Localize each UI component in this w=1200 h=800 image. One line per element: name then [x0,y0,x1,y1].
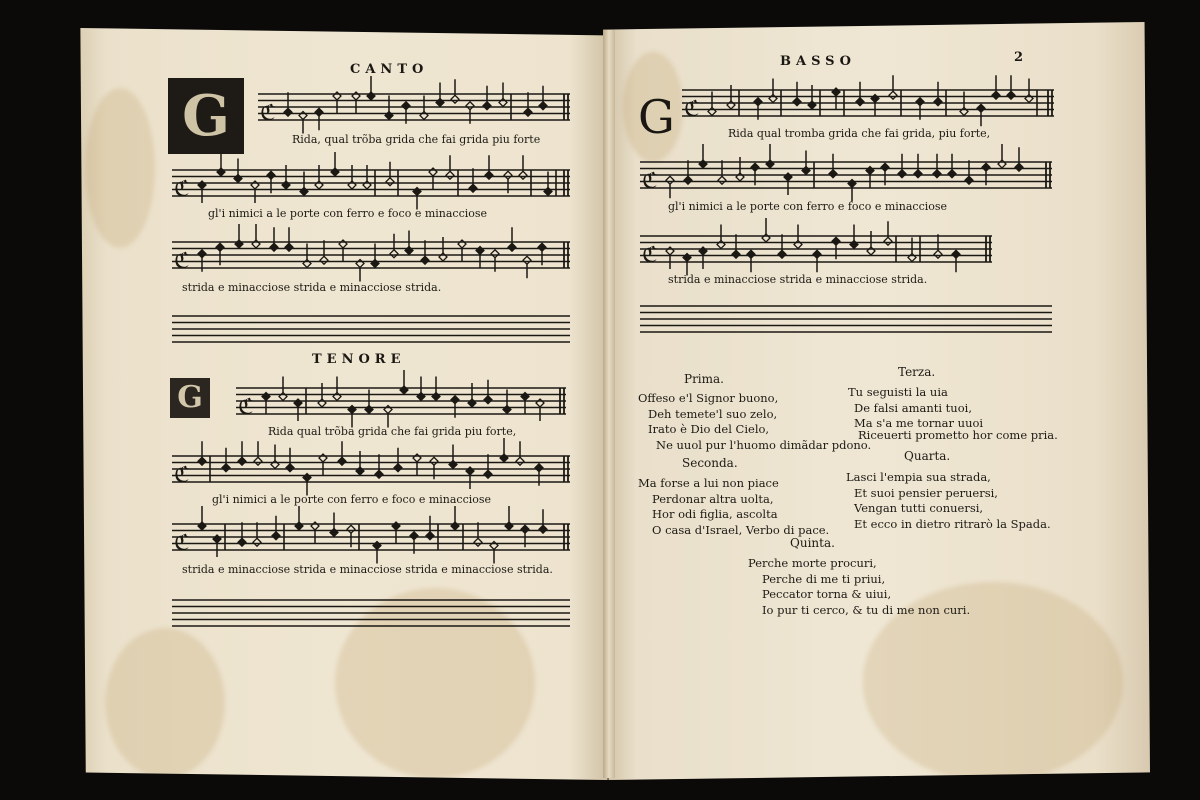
tenore-title: TENORE [312,352,406,367]
note-head [352,92,360,100]
verse-line: Ma forse a lui non piace [638,476,779,490]
verse-line: O casa d'Israel, Verbo di pace. [652,522,830,537]
note-head [216,243,224,251]
note-head [832,237,840,245]
verse-line: Irato è Dio del Cielo, [648,422,770,436]
stanza-seconda-title: Seconda. [682,456,738,470]
note-head [998,160,1006,168]
note-head [285,243,293,251]
staff-drawing [236,378,566,426]
note-head [736,173,744,181]
verse-line: Et ecco in dietro ritrarò la Spada. [854,516,1051,531]
note-head [762,234,770,242]
staff-drawing [172,514,570,562]
note-head [666,176,674,184]
note-head [519,171,527,179]
note-head [727,101,735,109]
note-head [754,98,762,106]
note-head [884,237,892,245]
note-head [410,532,418,540]
note-head [282,181,290,189]
note-head [267,171,275,179]
note-head [390,250,398,258]
note-head [469,184,477,192]
note-head [198,457,206,465]
note-head [458,240,466,248]
note-head [867,247,875,255]
note-head [385,112,393,120]
book-gutter [603,30,615,778]
canto-lyric-1: Rida, qual trõba grida che fai grida piu forte [292,133,541,146]
note-head [948,170,956,178]
note-head [484,396,492,404]
note-head [699,160,707,168]
verse-line: De falsi amanti tuoi, [854,400,972,415]
note-head [539,102,547,110]
verse-line: Et suoi pensier peruersi, [854,485,998,500]
note-head [898,170,906,178]
note-head [934,250,942,258]
stanza-terza-title: Terza. [898,365,936,379]
note-head [315,181,323,189]
note-head [451,396,459,404]
basso-lyric-2: gl'i nimici a le porte con ferro e foco e minacciose [668,200,948,213]
note-head [238,538,246,546]
note-head [992,91,1000,99]
note-head [299,112,307,120]
staff-drawing [640,226,992,274]
basso-initial-G: G [638,90,675,144]
note-head [914,170,922,178]
note-head [484,470,492,478]
note-head [544,188,552,196]
note-head [272,532,280,540]
note-head [413,188,421,196]
note-head [198,250,206,258]
note-head [466,102,474,110]
note-head [429,168,437,176]
staff-drawing [172,306,570,354]
note-head [508,243,516,251]
verse-line: Offeso e'l Signor buono, [638,391,779,405]
note-head [813,250,821,258]
note-head [235,240,243,248]
verse-line: Perche morte procuri, [748,556,877,570]
note-head [234,175,242,183]
note-head [666,247,674,255]
tenore-initial-G: G [170,378,210,418]
verse-line: Peccator torna & uiui, [762,587,892,601]
verse-line: Io pur ti cerco, & tu di me non curi. [762,602,971,617]
canto-lyric-2: gl'i nimici a le porte con ferro e foco e minacciose [208,207,488,220]
note-head [699,247,707,255]
note-head [523,256,531,264]
note-head [889,91,897,99]
note-head [1025,95,1033,103]
note-head [451,95,459,103]
note-head [778,250,786,258]
stanza-seconda [638,476,829,538]
verse-line: Vengan tutti conuersi, [854,501,984,515]
staff-drawing [682,80,1054,128]
stanza-prima [638,391,871,453]
basso-lyric-3: strida e minacciose strida e minacciose strida. [668,273,928,286]
note-head [483,102,491,110]
clef-symbol: ℭ [174,463,190,488]
note-head [732,250,740,258]
note-head [539,525,547,533]
stanza-quarta [846,470,1051,532]
note-head [446,171,454,179]
note-head [363,181,371,189]
note-head [829,170,837,178]
canto-lyric-3: strida e minacciose strida e minacciose strida. [182,281,442,294]
note-head [977,104,985,112]
note-head [856,98,864,106]
stanza-terza [848,385,983,432]
note-head [1015,163,1023,171]
verse-line: Ne uuol pur l'huomo dimãdar pdono. [656,437,872,452]
note-head [333,92,341,100]
note-head [982,163,990,171]
note-head [960,108,968,116]
note-head [717,241,725,249]
note-head [436,99,444,107]
clef-symbol: ℭ [260,101,276,126]
note-head [386,178,394,186]
note-head [420,112,428,120]
verse-line: Perche di me ti priui, [762,571,886,586]
note-head [485,171,493,179]
note-head [320,256,328,264]
note-head [338,457,346,465]
note-head [683,254,691,262]
note-head [339,240,347,248]
note-head [718,176,726,184]
note-head [348,181,356,189]
note-head [769,95,777,103]
note-head [421,256,429,264]
note-head [315,108,323,116]
verse-line: Tu seguisti la uia [848,385,948,399]
note-head [850,241,858,249]
note-head [504,171,512,179]
note-head [474,538,482,546]
stanza-quinta [748,556,970,618]
note-head [1007,91,1015,99]
tenore-lyric-2: gl'i nimici a le porte con ferro e foco e minacciose [212,493,492,506]
note-head [808,101,816,109]
note-head [708,108,716,116]
basso-lyric-1: Rida qual tromba grida che fai grida, piu forte, [728,127,991,140]
verse-line: Ma s'a me tornar uuoi [854,416,984,430]
staff-drawing [172,590,570,638]
canto-initial-G: G [168,78,244,154]
note-head [965,176,973,184]
note-head [252,240,260,248]
note-head [908,254,916,262]
note-head [784,173,792,181]
note-head [848,180,856,188]
note-head [217,168,225,176]
verse-line: Hor odi figlia, ascolta [652,507,778,521]
note-head [751,163,759,171]
note-head [521,525,529,533]
basso-title: BASSO [780,54,856,69]
note-head [933,170,941,178]
staff-drawing [640,152,1052,200]
verse-line: Lasci l'empia sua strada, [846,470,991,484]
tenore-lyric-1: Rida qual trõba grida che fai grida piu forte, [268,425,517,438]
clef-symbol: ℭ [174,531,190,556]
note-head [270,243,278,251]
note-head [405,247,413,255]
verse-line: Deh temete'l suo zelo, [648,406,778,421]
note-head [794,241,802,249]
note-head [866,167,874,175]
note-head [402,102,410,110]
verse-line: Perdonar altra uolta, [652,491,774,506]
staff-drawing [640,296,1052,344]
note-head [426,532,434,540]
note-head [538,243,546,251]
clef-symbol: ℭ [642,243,658,268]
stanza-quarta-title: Quarta. [904,449,951,463]
note-head [793,98,801,106]
note-head [871,95,879,103]
clef-symbol: ℭ [238,395,254,420]
note-head [251,181,259,189]
note-head [747,250,755,258]
stanza-terza-last-line: Riceuerti prometto hor come pria. [858,428,1058,442]
note-head [832,88,840,96]
note-head [439,253,447,261]
note-head [934,98,942,106]
note-head [394,464,402,472]
note-head [238,457,246,465]
note-head [254,457,262,465]
note-head [286,464,294,472]
note-head [916,98,924,106]
note-head [375,470,383,478]
staff-drawing [258,84,570,132]
note-head [684,176,692,184]
note-head [516,457,524,465]
note-head [766,160,774,168]
canto-title: CANTO [350,62,429,77]
clef-symbol: ℭ [684,97,700,122]
note-head [881,163,889,171]
note-head [284,108,292,116]
note-head [952,250,960,258]
note-head [499,99,507,107]
note-head [476,247,484,255]
note-head [430,457,438,465]
clef-symbol: ℭ [642,169,658,194]
note-head [300,188,308,196]
note-head [535,464,543,472]
note-head [222,464,230,472]
page-number: 2 [1014,50,1024,65]
note-head [253,538,261,546]
clef-symbol: ℭ [174,177,190,202]
staff-drawing [172,160,570,208]
stanza-quinta-title: Quinta. [790,536,835,550]
tenore-lyric-3: strida e minacciose strida e minacciose strida e minacciose strida. [182,563,553,576]
note-head [367,92,375,100]
clef-symbol: ℭ [174,249,190,274]
stanza-prima-title: Prima. [684,372,724,386]
note-head [347,525,355,533]
note-head [491,250,499,258]
note-head [802,167,810,175]
note-head [524,108,532,116]
note-head [331,168,339,176]
staff-drawing [172,446,570,494]
note-head [198,181,206,189]
staff-drawing [172,232,570,280]
